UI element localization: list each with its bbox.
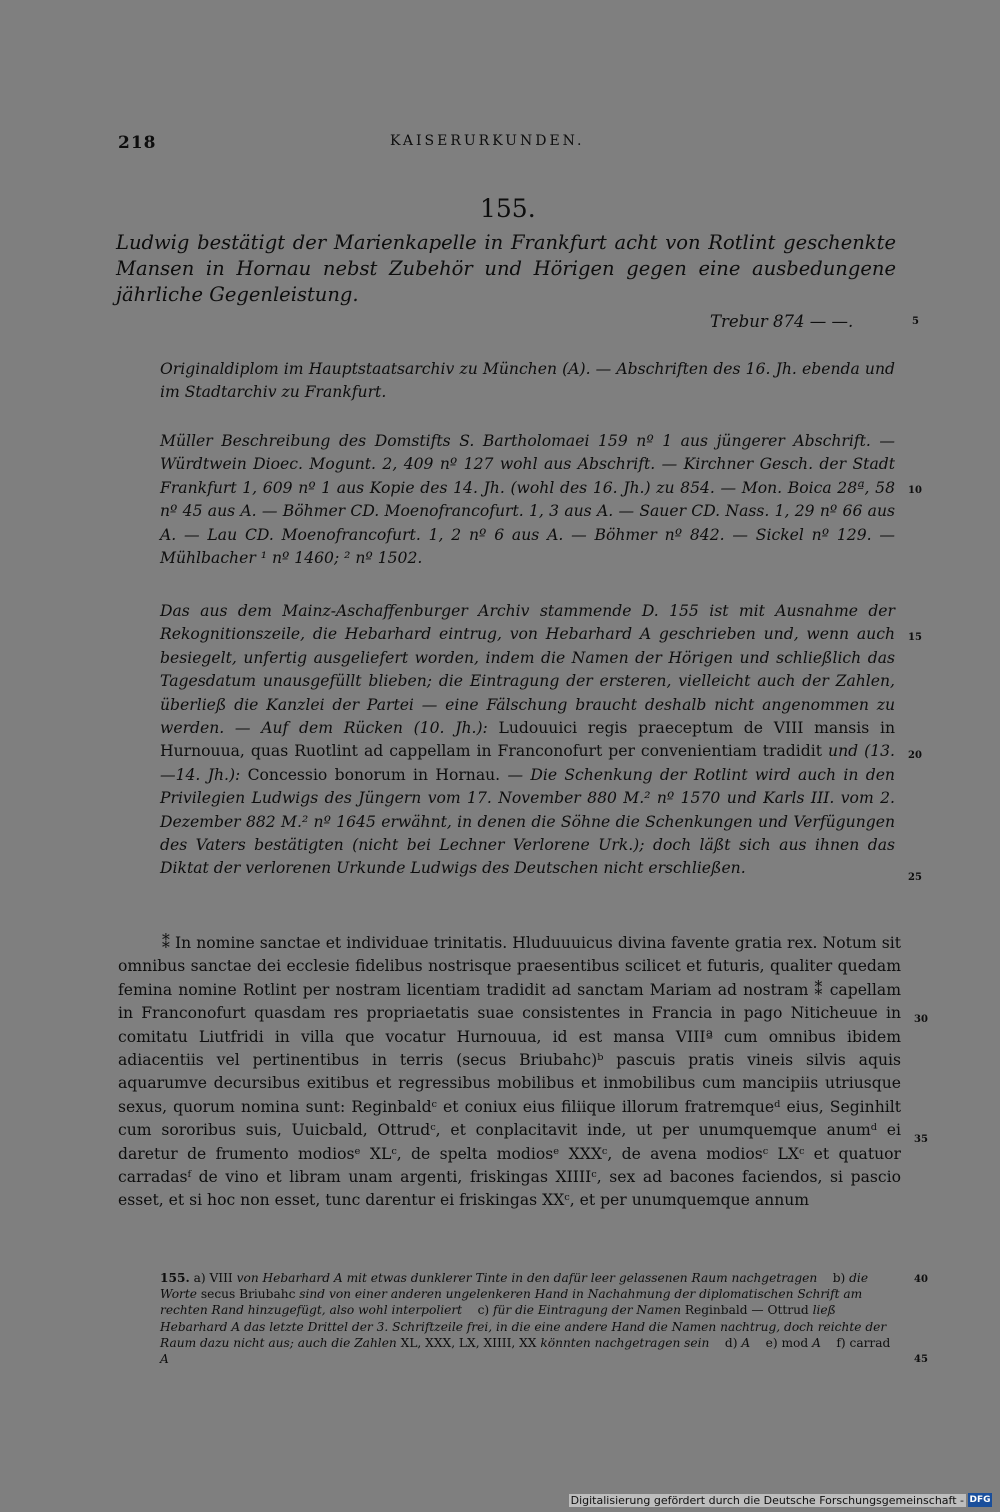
tradition-note [160, 358, 895, 405]
footnote-f-text: A [160, 1352, 169, 1367]
commentary-part-2: und (13.—14. Jh.): [160, 742, 895, 784]
line-number-30: 30 [914, 1014, 928, 1025]
footnote-f-roman: carrad [849, 1335, 891, 1350]
footnote-b-roman: secus Briubahc [200, 1287, 296, 1302]
footnote-f-mark: f) [836, 1335, 846, 1350]
footnote-c-roman-2: XL, XXX, LX, XIIII, XX [400, 1335, 537, 1350]
footnote-label: 155. [160, 1271, 190, 1285]
line-number-35: 35 [914, 1134, 928, 1145]
footnote-c-pre: für die Eintragung der Namen [493, 1303, 681, 1318]
running-title: KAISERURKUNDEN. [390, 133, 585, 149]
footnote-a-roman: VIII [209, 1271, 233, 1285]
dorsal-note-1: Ludouuici regis praeceptum de VIII mansis in Hurnouua, quas Ruotlint ad cappellam in Franconofurt per convenientiam tradidit [160, 719, 895, 761]
dfg-logo: DFG [969, 1495, 991, 1505]
footnote-e-mark: e) [765, 1335, 778, 1350]
footnote-a-text: von Hebarhard A mit etwas dunklerer Tinte in den dafür leer gelassenen Raum nachgetragen [236, 1271, 818, 1285]
footnote-b-text: sind von einer anderen ungelenkeren Hand in Nachahmung der diplomatischen Schrift am rechten Rand hinzugefügt, also wohl interpoliert [160, 1287, 863, 1318]
document-number: 155. [480, 194, 536, 223]
page-number: 218 [118, 133, 157, 153]
commentary-paragraph [160, 600, 895, 881]
line-number-25: 25 [908, 872, 922, 883]
line-number-5: 5 [912, 316, 919, 327]
footnote-b-pre: die Worte [160, 1271, 869, 1302]
charter-paragraph: ⁑ In nomine sanctae et individuae trinitatis. Hluduuuicus divina favente gratia rex. Notum sit omnibus sanctae dei ecclesie fidelibus nostrisque praesentibus scilicet et futuris, qualiter quedam femina nomine Rotlint per nostram licentiam tradidit ad sanctam Mariam ad nostram ⁑ capellam in Franconofurt quasdam res propriaetatis suae consistentes in Francia in pago Niticheuue in comitatu Liutfridi in villa que vocatur Hurnouua, id est mansa VIIIª cum omnibus ibidem adiacentiis vel pertinentibus in terris (secus Briubahc)ᵇ pascuis pratis vineis silvis aquis aquarumve decursibus exitibus et regressibus mobilibus et inmobilibus cum mancipiis utriusque sexus, quorum nomina sunt: Reginbaldᶜ et coniux eius filiique illorum fratremqueᵈ eius, Seginhilt cum sororibus suis, Uuicbald, Ottrudᶜ, et conplacitavit inde, ut per unumquemque anumᵈ ei daretur de frumento modiosᵉ XLᶜ, de spelta modiosᵉ XXXᶜ, de avena modiosᶜ LXᶜ et quatuor carradasᶠ de vino et libram unam argenti, friskingas XIIIIᶜ, sex ad bacones faciendos, si pascio esset, et si hoc non esset, tunc darentur ei friskingas XXᶜ, et per unumquemque annum [118, 934, 901, 1210]
footnote-c-text: ließ Hebarhard A das letzte Drittel der 3. Schriftzeile frei, in die eine andere Hand die Namen nachtrug, doch reichte der Raum dazu nicht aus; auch die Zahlen [160, 1303, 887, 1350]
dorsal-note-2: Concessio bonorum in Hornau. [247, 765, 501, 784]
line-number-15: 15 [908, 632, 922, 643]
editions-note [160, 430, 895, 570]
footnote-d-text: A [741, 1335, 751, 1350]
line-number-10: 10 [908, 485, 922, 496]
commentary-part-1: Das aus dem Mainz-Aschaffenburger Archiv stammende D. 155 ist mit Ausnahme der Rekognitionszeile, die Hebarhard eintrug, von Hebarhard A geschrieben und, wenn auch besiegelt, unfertig ausgeliefert worden, indem die Namen der Hörigen und schließlich das Tagesdatum unausgefüllt blieben; die Eintragung der ersteren, vielleicht auch der Zahlen, überließ die Kanzlei der Partei — eine Fälschung braucht deshalb nicht angenommen zu werden. — Auf dem Rücken (10. Jh.): [160, 602, 895, 738]
document-date: Trebur 874 — —. [710, 312, 854, 331]
tradition-text: Originaldiplom im Hauptstaatsarchiv zu München (A). — Abschriften des 16. Jh. ebenda und im Stadtarchiv zu Frankfurt. [160, 360, 895, 402]
line-number-40: 40 [914, 1274, 928, 1285]
footnote-e-text: A [812, 1335, 821, 1350]
editions-text: Müller Beschreibung des Domstifts S. Bartholomaei 159 nº 1 aus jüngerer Abschrift. — Würdtwein Dioec. Mogunt. 2, 409 nº 127 wohl aus Abschrift. — Kirchner Gesch. der Stadt Frankfurt 1, 609 nº 1 aus Kopie des 14. Jh. (wohl des 16. Jh.) zu 854. — Mon. Boica 28ª, 58 nº 45 aus A. — Böhmer CD. Moenofrancofurt. 1, 3 aus A. — Sauer CD. Nass. 1, 29 nº 66 aus A. — Lau CD. Moenofrancofurt. 1, 2 nº 6 aus A. — Böhmer nº 842. — Sickel nº 129. — Mühlbacher ¹ nº 1460; ² nº 1502. [160, 432, 895, 568]
line-number-20: 20 [908, 750, 922, 761]
charter-text [118, 932, 901, 1213]
footnote-c-mark: c) [477, 1303, 490, 1318]
footnotes [160, 1270, 900, 1367]
footnote-e-roman: mod [781, 1335, 809, 1350]
footnote-a-mark: a) [193, 1271, 206, 1285]
footnote-b-mark: b) [832, 1271, 846, 1285]
regest: Ludwig bestätigt der Marienkapelle in Frankfurt acht von Rotlint geschenkte Mansen in Hornau nebst Zubehör und Hörigen gegen eine ausbedungene jährliche Gegenleistung. [116, 231, 896, 306]
footnote-c-roman: Reginbald — Ottrud [684, 1303, 809, 1318]
commentary-part-3: — Die Schenkung der Rotlint wird auch in den Privilegien Ludwigs des Jüngern vom 17. November 880 M.² nº 1570 und Karls III. vom 2. Dezember 882 M.² nº 1645 erwähnt, in denen die Söhne die Schenkungen und Verfügungen des Vaters bestätigten (nicht bei Lechner Verlorene Urk.); doch läßt sich aus ihnen das Diktat der verlorenen Urkunde Ludwigs des Deutschen nicht erschließen. [160, 765, 895, 878]
line-number-45: 45 [914, 1354, 928, 1365]
commentary [160, 600, 895, 881]
footnote-d-mark: d) [724, 1335, 738, 1350]
digitization-credit: Digitalisierung gefördert durch die Deutsche Forschungsgemeinschaft - [570, 1494, 964, 1507]
footnotes-paragraph [160, 1270, 900, 1367]
footnote-c-text-2: könnten nachgetragen sein [540, 1335, 710, 1350]
